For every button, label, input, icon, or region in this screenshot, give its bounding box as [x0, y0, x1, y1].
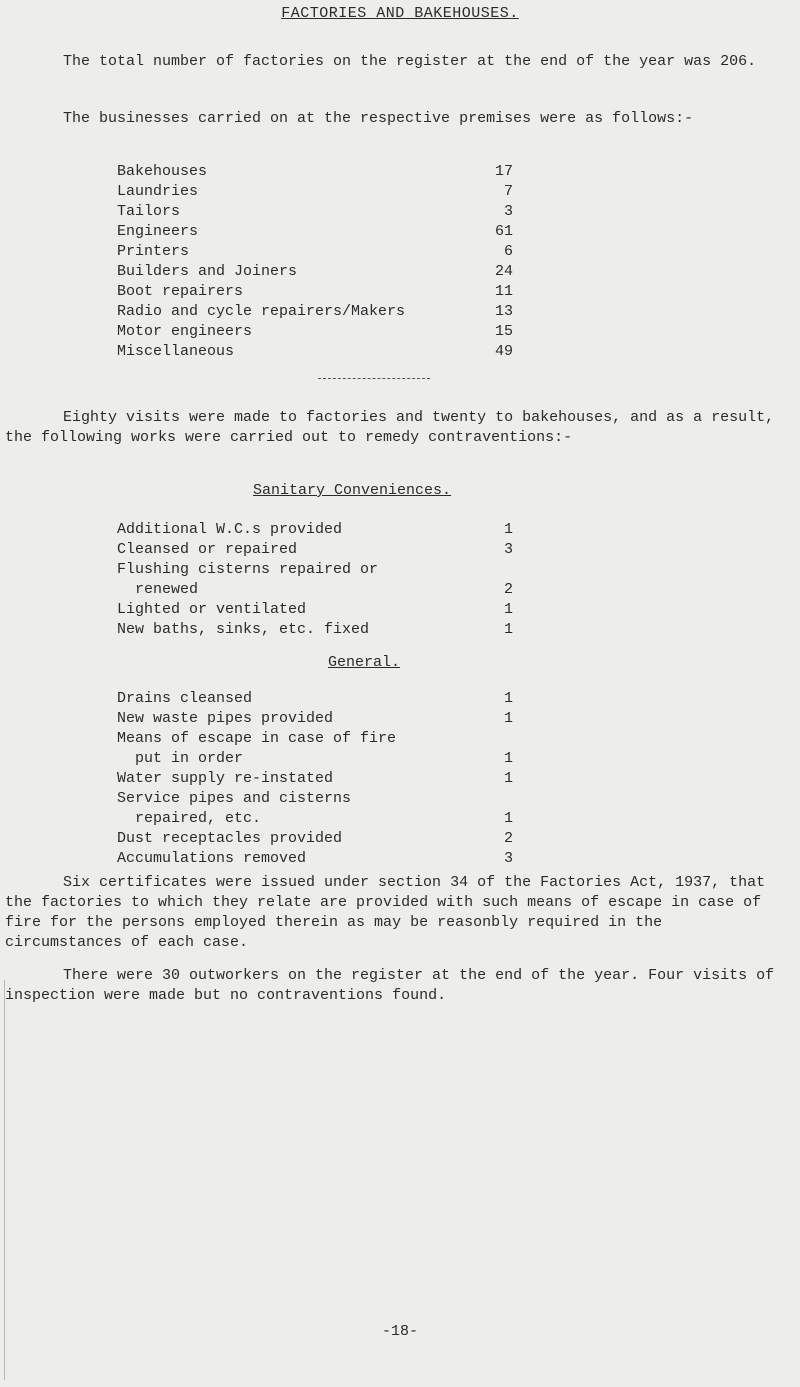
row-label-continuation: repaired, etc.	[135, 810, 262, 827]
row-value: 6	[503, 243, 513, 260]
table-row	[117, 520, 513, 540]
row-value: 3	[503, 203, 513, 220]
scan-edge-line	[4, 980, 5, 1380]
row-label: Water supply re-instated	[117, 770, 334, 787]
row-value: 11	[494, 283, 513, 300]
row-label: Miscellaneous	[117, 343, 235, 360]
table-row	[117, 540, 513, 560]
table-row	[117, 342, 513, 362]
general-heading-text: General.	[328, 654, 401, 671]
row-label-continuation: renewed	[135, 581, 199, 598]
row-label: Laundries	[117, 183, 199, 200]
row-label: Lighted or ventilated	[117, 601, 307, 618]
businesses-table	[117, 162, 513, 362]
row-value: 49	[494, 343, 513, 360]
table-row	[117, 769, 513, 789]
row-value: 1	[503, 750, 513, 767]
row-value: 2	[503, 830, 513, 847]
table-row	[117, 729, 513, 749]
page-title: FACTORIES AND BAKEHOUSES.	[281, 5, 519, 22]
row-label: Drains cleansed	[117, 690, 253, 707]
table-row	[117, 789, 513, 809]
row-label: Dust receptacles provided	[117, 830, 343, 847]
table-row	[117, 689, 513, 709]
sanitary-heading	[253, 482, 451, 499]
table-row	[117, 162, 513, 182]
row-label: Engineers	[117, 223, 199, 240]
row-value: 1	[503, 521, 513, 538]
row-label: Means of escape in case of fire	[117, 730, 397, 747]
row-label: Tailors	[117, 203, 181, 220]
section-divider	[318, 378, 430, 379]
table-row	[117, 282, 513, 302]
row-label: New baths, sinks, etc. fixed	[117, 621, 370, 638]
row-value: 1	[503, 770, 513, 787]
intro-paragraph-factories-total: The total number of factories on the register at the end of the year was 206.	[63, 53, 757, 70]
table-row	[117, 709, 513, 729]
certificates-paragraph: Six certificates were issued under section 34 of the Factories Act, 1937, that the factories to which they relate are provided with such means of escape in case of fire for the persons employed therein as may be reasonbly required in the circumstances of each case.	[5, 874, 766, 951]
row-value: 1	[503, 601, 513, 618]
table-row-continuation	[117, 580, 513, 600]
table-row	[117, 829, 513, 849]
row-value: 1	[503, 621, 513, 638]
table-row	[117, 242, 513, 262]
sanitary-table	[117, 520, 513, 640]
intro-paragraph-businesses: The businesses carried on at the respective premises were as follows:-	[63, 110, 694, 127]
table-row	[117, 222, 513, 242]
table-row	[117, 302, 513, 322]
row-value: 1	[503, 810, 513, 827]
row-value: 1	[503, 710, 513, 727]
general-table	[117, 689, 513, 869]
table-row	[117, 182, 513, 202]
page-number: -18-	[381, 1323, 418, 1340]
row-label: Additional W.C.s provided	[117, 521, 343, 538]
row-value: 13	[494, 303, 513, 320]
sanitary-heading-text: Sanitary Conveniences.	[253, 482, 452, 499]
outworkers-paragraph: There were 30 outworkers on the register at the end of the year. Four visits of inspection were made but no contraventions found.	[5, 967, 775, 1004]
row-label: New waste pipes provided	[117, 710, 334, 727]
row-label: Builders and Joiners	[117, 263, 298, 280]
table-row	[117, 600, 513, 620]
row-value: 2	[503, 581, 513, 598]
row-label: Radio and cycle repairers/Makers	[117, 303, 406, 320]
row-label: Cleansed or repaired	[117, 541, 298, 558]
table-row	[117, 560, 513, 580]
row-value: 3	[503, 850, 513, 867]
row-value: 7	[503, 183, 513, 200]
general-heading	[328, 654, 400, 671]
row-value: 61	[494, 223, 513, 240]
row-label: Service pipes and cisterns	[117, 790, 352, 807]
row-label: Bakehouses	[117, 163, 208, 180]
table-row-continuation	[117, 749, 513, 769]
row-value: 17	[494, 163, 513, 180]
table-row	[117, 322, 513, 342]
visits-paragraph: Eighty visits were made to factories and twenty to bakehouses, and as a result, the following works were carried out to remedy contraventions:-	[5, 409, 775, 446]
row-label-continuation: put in order	[135, 750, 244, 767]
table-row	[117, 620, 513, 640]
row-value: 24	[494, 263, 513, 280]
row-value: 15	[494, 323, 513, 340]
row-label: Flushing cisterns repaired or	[117, 561, 379, 578]
table-row-continuation	[117, 809, 513, 829]
row-value: 3	[503, 541, 513, 558]
row-label: Boot repairers	[117, 283, 244, 300]
table-row	[117, 262, 513, 282]
table-row	[117, 202, 513, 222]
row-value: 1	[503, 690, 513, 707]
table-row	[117, 849, 513, 869]
row-label: Motor engineers	[117, 323, 253, 340]
row-label: Accumulations removed	[117, 850, 307, 867]
row-label: Printers	[117, 243, 190, 260]
